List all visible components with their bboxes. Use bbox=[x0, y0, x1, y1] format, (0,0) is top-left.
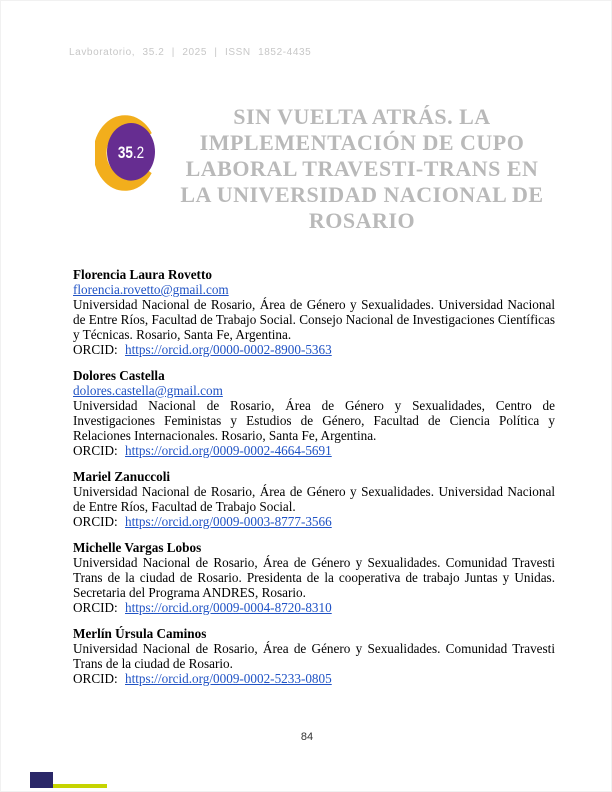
orcid-line bbox=[73, 514, 555, 529]
article-title-line: SIN VUELTA ATRÁS. LA bbox=[233, 104, 491, 129]
author-email-link[interactable]: florencia.rovetto@gmail.com bbox=[73, 282, 229, 297]
article-title-line: ROSARIO bbox=[308, 208, 416, 233]
author-email-line bbox=[73, 383, 555, 398]
orcid-link[interactable]: https://orcid.org/0000-0002-8900-5363 bbox=[125, 342, 332, 357]
author-name: Dolores Castella bbox=[73, 368, 165, 383]
orcid-line bbox=[73, 443, 555, 458]
footer-brand-square bbox=[30, 772, 53, 788]
author-affiliation: Universidad Nacional de Rosario, Área de Género y Sexualidades. Universidad Nacional de Entre Ríos, Facultad de Trabajo Social. Consejo Nacional de Investigaciones Científicas y Técnicas. Rosario, Santa Fe, Argentina. bbox=[73, 297, 555, 342]
journal-running-head: Lavboratorio, 35.2 | 2025 | ISSN 1852-4435 bbox=[69, 47, 312, 58]
author-name: Mariel Zanuccoli bbox=[73, 469, 171, 484]
author-block bbox=[73, 540, 555, 615]
article-title-line: LA UNIVERSIDAD NACIONAL DE bbox=[180, 182, 544, 207]
article-title-line: LABORAL TRAVESTI-TRANS EN bbox=[185, 156, 539, 181]
author-block bbox=[73, 626, 555, 686]
author-block bbox=[73, 368, 555, 458]
issue-logo-graphic bbox=[95, 111, 161, 195]
author-email-link[interactable]: dolores.castella@gmail.com bbox=[73, 383, 223, 398]
orcid-line bbox=[73, 342, 555, 357]
author-name: Michelle Vargas Lobos bbox=[73, 540, 202, 555]
author-affiliation: Universidad Nacional de Rosario, Área de Género y Sexualidades, Centro de Investigaciones Feministas y Estudios de Género, Facultad de Ciencia Política y Relaciones Internacionales. Rosario, Santa Fe, Argentina. bbox=[73, 398, 555, 443]
orcid-link[interactable]: https://orcid.org/0009-0002-5233-0805 bbox=[125, 671, 332, 686]
orcid-label: ORCID: bbox=[73, 443, 121, 458]
author-name: Florencia Laura Rovetto bbox=[73, 267, 212, 282]
orcid-label: ORCID: bbox=[73, 600, 121, 615]
orcid-label: ORCID: bbox=[73, 342, 121, 357]
author-block bbox=[73, 469, 555, 529]
footer-brand-line bbox=[53, 784, 107, 788]
authors-section bbox=[73, 267, 555, 697]
page-number: 84 bbox=[300, 731, 314, 743]
author-affiliation: Universidad Nacional de Rosario, Área de Género y Sexualidades. Comunidad Travesti Trans de la ciudad de Rosario. Presidenta de la cooperativa de trabajo Juntas y Unidas. Secretaria del Programa ANDRES, Rosario. bbox=[73, 555, 555, 600]
author-email-line bbox=[73, 282, 555, 297]
orcid-link[interactable]: https://orcid.org/0009-0004-8720-8310 bbox=[125, 600, 332, 615]
orcid-label: ORCID: bbox=[73, 514, 121, 529]
author-block bbox=[73, 267, 555, 357]
article-title-line: IMPLEMENTACIÓN DE CUPO bbox=[199, 130, 525, 155]
orcid-line bbox=[73, 600, 555, 615]
author-affiliation: Universidad Nacional de Rosario, Área de Género y Sexualidades. Comunidad Travesti Trans de la ciudad de Rosario. bbox=[73, 641, 555, 671]
orcid-link[interactable]: https://orcid.org/0009-0002-4664-5691 bbox=[125, 443, 332, 458]
orcid-label: ORCID: bbox=[73, 671, 121, 686]
issue-logo bbox=[95, 111, 161, 195]
author-name: Merlín Úrsula Caminos bbox=[73, 626, 207, 641]
logo-issue-number: 35.2 bbox=[117, 144, 145, 163]
author-affiliation: Universidad Nacional de Rosario, Área de Género y Sexualidades. Universidad Nacional de Entre Ríos, Facultad de Trabajo Social. bbox=[73, 484, 555, 514]
orcid-line bbox=[73, 671, 555, 686]
article-title bbox=[169, 104, 555, 234]
orcid-link[interactable]: https://orcid.org/0009-0003-8777-3566 bbox=[125, 514, 332, 529]
